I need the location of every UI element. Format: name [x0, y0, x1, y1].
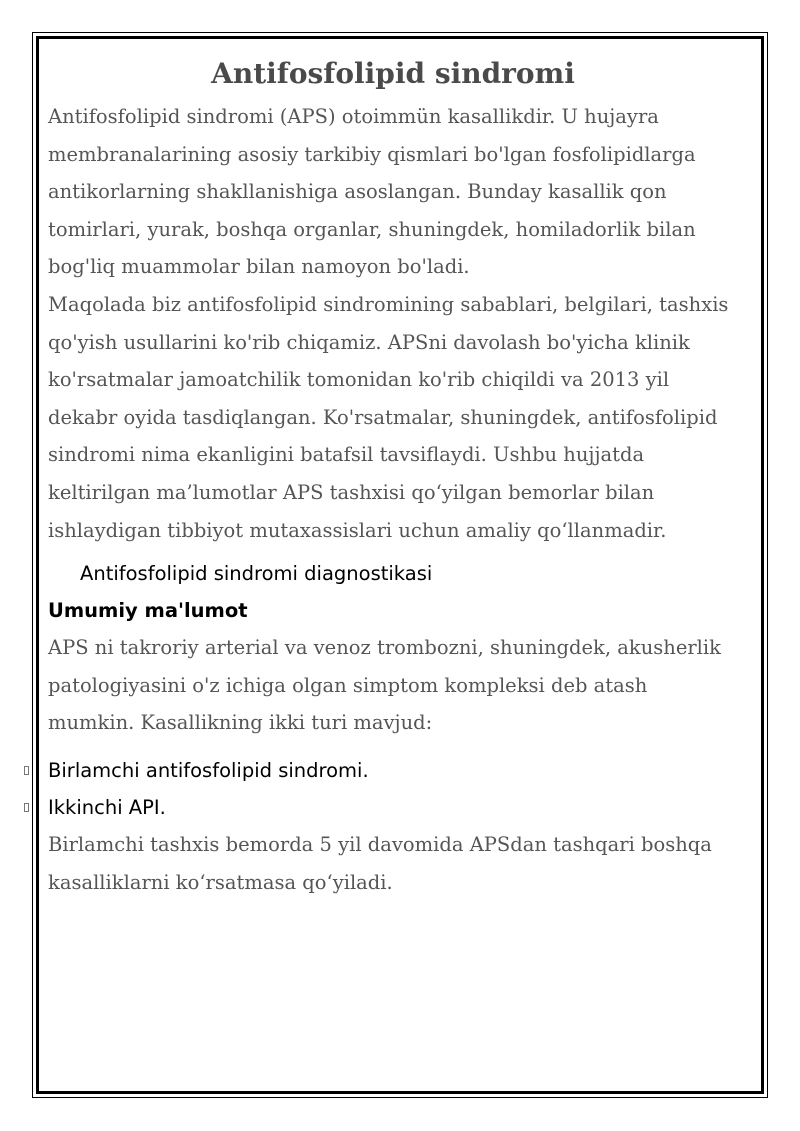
closing-paragraph: Birlamchi tashxis bemorda 5 yil davomida APSdan tashqari boshqa kasalliklarni ko‘rsatmasa qo‘yiladi.: [48, 832, 712, 894]
bullet-icon: [24, 766, 29, 775]
second-paragraph: Maqolada biz antifosfolipid sindromining sabablari, belgilari, tashxis qo'yish usullarini ko'rib chiqamiz. APSni davolash bo'yicha klinik ko'rsatmalar jamoatchilik tomonidan ko'rib chiqildi va 2013 yil dekabr oyida tasdiqlangan. Ko'rsatmalar, shuningdek, antifosfolipid sindromi nima ekanligini batafsil tavsiflaydi. Ushbu hujjatda keltirilgan ma’lumotlar APS tashxisi qo‘yilgan bemorlar bilan ishlaydigan tibbiyot mutaxassislari uchun amaliy qo‘llanmadir.: [48, 292, 729, 542]
bullet-icon: [24, 803, 29, 812]
document-title: Antifosfolipid sindromi: [211, 57, 575, 90]
list-item-text: Ikkinchi API.: [48, 795, 166, 819]
general-paragraph: APS ni takroriy arterial va venoz trombozni, shuningdek, akusherlik patologiyasini o'z ichiga olgan simptom kompleksi deb atash mumkin. Kasallikning ikki turi mavjud:: [48, 636, 721, 735]
list-item-text: Birlamchi antifosfolipid sindromi.: [48, 758, 369, 782]
subsection-heading: Umumiy ma'lumot: [48, 599, 248, 623]
list-item: [48, 789, 738, 826]
intro-paragraph: Antifosfolipid sindromi (APS) otoimmün kasallikdir. U hujayra membranalarining asosiy tarkibiy qismlari bo'lgan fosfolipidlarga antikorlarning shakllanishiga asoslangan. Bunday kasallik qon tomirlari, yurak, boshqa organlar, shuningdek, homiladorlik bilan bog'liq muammolar bilan namoyon bo'ladi.: [48, 105, 696, 279]
types-list: [48, 752, 738, 826]
section-heading: Antifosfolipid sindromi diagnostikasi: [80, 562, 433, 586]
list-item: [48, 752, 738, 789]
document-body: [48, 52, 738, 901]
